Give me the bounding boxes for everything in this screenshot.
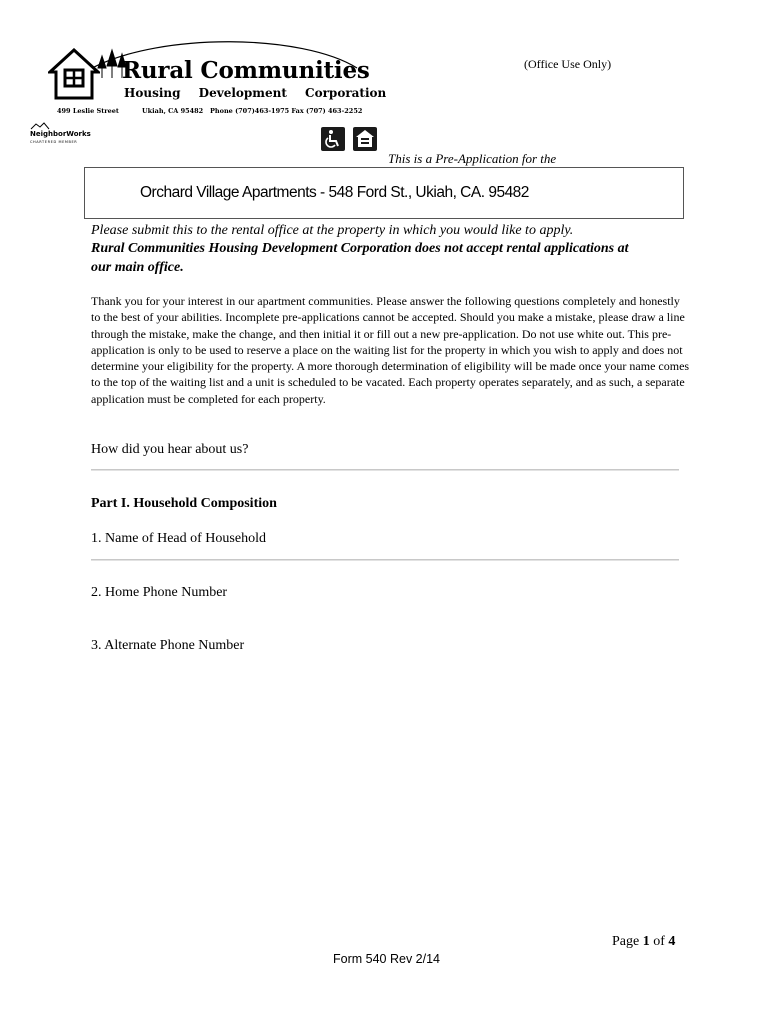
how-heard-label: How did you hear about us? (91, 442, 249, 457)
q1-label: 1. Name of Head of Household (91, 531, 266, 546)
address-phone: Phone (707)463-1975 Fax (707) 463-2252 (210, 107, 363, 115)
page-total: 4 (668, 934, 676, 949)
q2-label: 2. Home Phone Number (91, 585, 228, 600)
neighborworks-roof-icon (30, 122, 50, 130)
how-heard-field[interactable] (91, 469, 679, 471)
office-use-label: (Office Use Only) (524, 57, 612, 71)
page-number (612, 934, 675, 950)
main-office-note-2: our main office. (91, 260, 184, 275)
page-label: Page (612, 934, 640, 949)
wheelchair-icon (321, 127, 345, 151)
page-current: 1 (642, 934, 650, 949)
neighborworks-logo: NeighborWorks (30, 130, 91, 138)
neighborworks-sub: CHARTERED MEMBER (30, 140, 78, 144)
address-city: Ukiah, CA 95482 (142, 107, 204, 115)
equal-housing-icon (353, 127, 377, 151)
org-subtitle: Housing Development Corporation (124, 86, 387, 100)
part1-heading: Part I. Household Composition (91, 496, 277, 511)
page-of: of (653, 934, 665, 949)
form-number: Form 540 Rev 2/14 (333, 952, 440, 966)
q3-label: 3. Alternate Phone Number (91, 638, 245, 653)
pre-application-label: This is a Pre-Application for the (388, 151, 557, 166)
submit-note: Please submit this to the rental office at the property in which you would like to apply. (91, 223, 574, 238)
address-street: 499 Leslie Street (57, 107, 119, 115)
head-of-household-field[interactable] (91, 559, 679, 561)
org-name: Rural Communities (122, 57, 370, 84)
main-office-note-1: Rural Communities Housing Development Corporation does not accept rental applications at (91, 241, 629, 256)
intro-paragraph: Thank you for your interest in our apartment communities. Please answer the following questions completely and honestly to the best of your abilities. Incomplete pre-applications cannot be accepted. Should you make a mistake, please draw a line through the mistake, make the change, and then initial it or fill out a new pre-application. Do not use white out. This pre-application is only to be used to reserve a place on the waiting list for the property in which you wish to apply and does not determine your eligibility for the property. A more thorough determination of eligibility will be made once your name comes to the top of the waiting list and a unit is scheduled to be vacated. Each property operates separately, and as such, a separate application must be completed for each property. (91, 294, 690, 406)
property-name: Orchard Village Apartments - 548 Ford St., Ukiah, CA. 95482 (140, 184, 529, 201)
